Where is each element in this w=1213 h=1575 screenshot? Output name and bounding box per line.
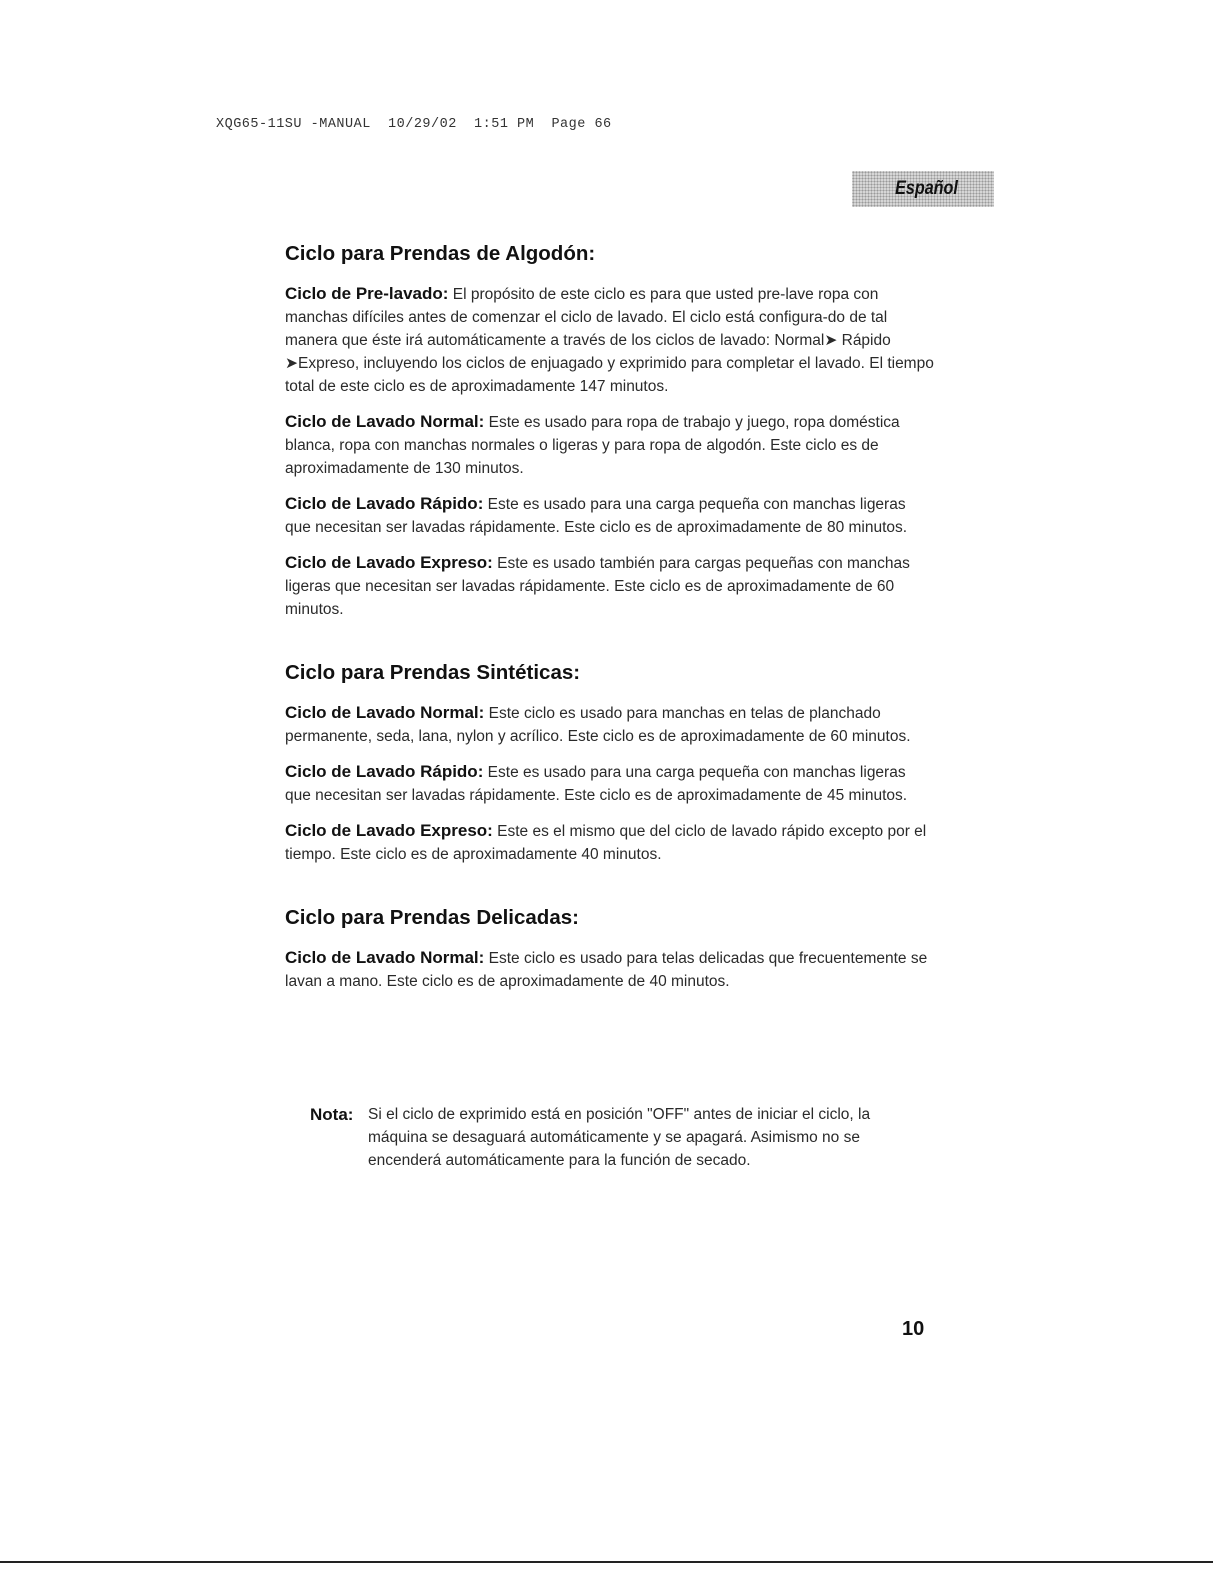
paragraph-text: Este ciclo es usado para telas delicadas que frecuentemente se lavan a mano. Este ciclo es de aproximadamente de 40 minutos.: [285, 950, 928, 990]
paragraph: [285, 551, 935, 621]
section-heading: Ciclo para Prendas de Algodón:: [285, 242, 596, 265]
section-sinteticas: [285, 659, 935, 866]
paragraph-text: Este es usado para una carga pequeña con manchas ligeras que necesitan ser lavadas rápidamente. Este ciclo es de aproximadamente de 80 minutos.: [285, 496, 908, 536]
note-block: [310, 1103, 950, 1172]
paragraph-text: Este es usado también para cargas pequeñas con manchas ligeras que necesitan ser lavadas rápidamente. Este ciclo es de aproximadamente de 60 minutos.: [285, 555, 910, 618]
print-header: XQG65-11SU -MANUAL 10/29/02 1:51 PM Page 66: [216, 117, 612, 132]
note-label: Nota:: [310, 1105, 354, 1124]
language-tab-label: Español: [895, 178, 958, 199]
paragraph-term: Ciclo de Lavado Normal:: [285, 703, 485, 722]
section-delicadas: [285, 904, 935, 993]
paragraph-text: Este es usado para una carga pequeña con manchas ligeras que necesitan ser lavadas rápidamente. Este ciclo es de aproximadamente de 45 minutos.: [285, 764, 908, 804]
paragraph-text: El propósito de este ciclo es para que usted pre-lave ropa con manchas difíciles antes de comenzar el ciclo de lavado. El ciclo está configura-do de tal manera que éste irá automáticamente a través de los ciclos de lavado: Normal➤ Rápido ➤Expreso, incluyendo los ciclos de enjuagado y exprimido para completar el lavado. El tiempo total de este ciclo es de aproximadamente 147 minutos.: [285, 286, 934, 395]
paragraph-term: Ciclo de Lavado Expreso:: [285, 553, 493, 572]
paragraph: [285, 701, 935, 748]
paragraph: [285, 282, 935, 398]
paragraph: [285, 492, 935, 539]
paragraph: [285, 410, 935, 480]
paragraph: [285, 819, 935, 866]
bottom-rule: [0, 1561, 1213, 1563]
note-text: Si el ciclo de exprimido está en posición "OFF" antes de iniciar el ciclo, la máquina se desaguará automáticamente y se apagará. Asimismo no se encenderá automáticamente para la función de secado.: [368, 1106, 871, 1169]
paragraph-term: Ciclo de Lavado Normal:: [285, 412, 485, 431]
paragraph-term: Ciclo de Lavado Normal:: [285, 948, 485, 967]
paragraph-term: Ciclo de Lavado Rápido:: [285, 762, 484, 781]
language-tab: [852, 171, 994, 207]
section-algodon: [285, 240, 935, 621]
paragraph-text: Este es usado para ropa de trabajo y juego, ropa doméstica blanca, ropa con manchas normales o ligeras y para ropa de algodón. Este ciclo es de aproximadamente de 130 minutos.: [285, 414, 900, 477]
section-heading: Ciclo para Prendas Delicadas:: [285, 906, 579, 929]
paragraph: [285, 946, 935, 993]
page-number: 10: [902, 1318, 925, 1340]
paragraph-text: Este es el mismo que del ciclo de lavado rápido excepto por el tiempo. Este ciclo es de aproximadamente 40 minutos.: [285, 823, 927, 863]
paragraph-text: Este ciclo es usado para manchas en telas de planchado permanente, seda, lana, nylon y acrílico. Este ciclo es de aproximadamente de 60 minutos.: [285, 705, 911, 745]
main-content: [285, 240, 935, 1031]
paragraph-term: Ciclo de Lavado Rápido:: [285, 494, 484, 513]
section-heading: Ciclo para Prendas Sintéticas:: [285, 661, 581, 684]
paragraph-term: Ciclo de Lavado Expreso:: [285, 821, 493, 840]
paragraph: [285, 760, 935, 807]
paragraph-term: Ciclo de Pre-lavado:: [285, 284, 449, 303]
